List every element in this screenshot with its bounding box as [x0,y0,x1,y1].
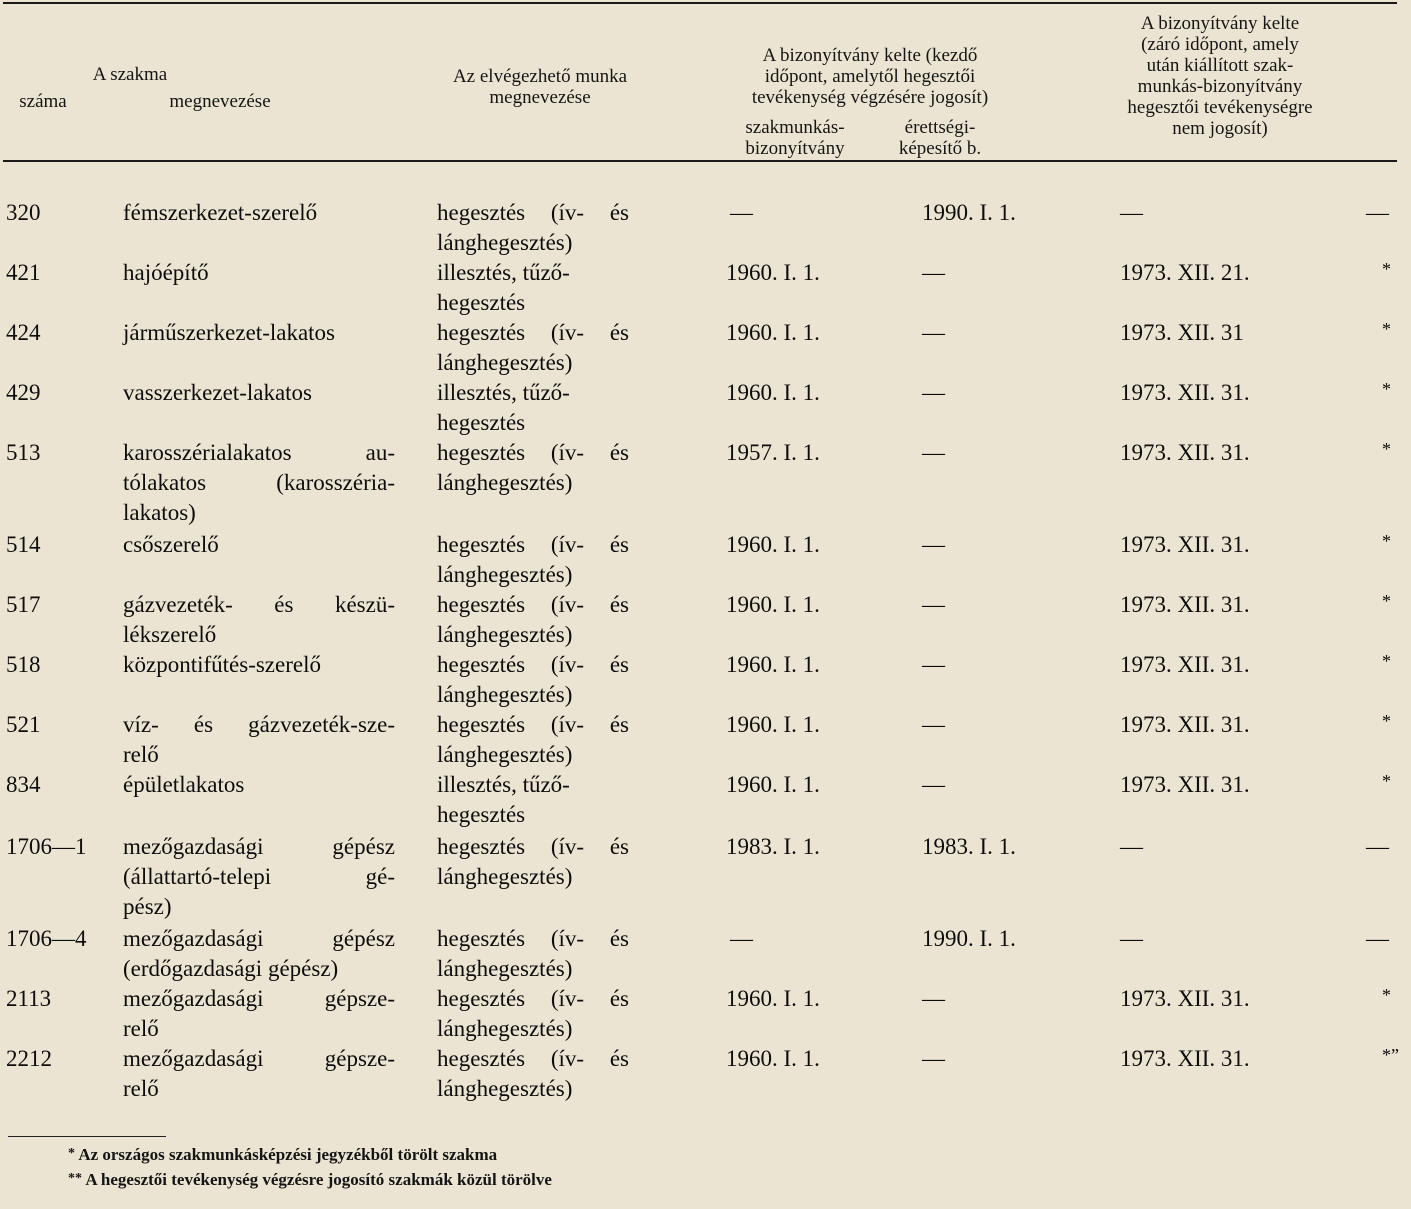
row-mark: * [1382,651,1391,671]
footnote-2-mark: ** [68,1171,82,1186]
row-szakmunkas-date: 1960. I. 1. [726,532,820,557]
row-work-line: lánghegesztés) [437,230,573,255]
footnote-2-text: A hegesztői tevékenység végzésre jogosító szakmák közül törölve [85,1170,552,1189]
row-szakmunkas-date: 1960. I. 1. [726,772,820,797]
row-work-line: lánghegesztés) [437,864,573,889]
row-erettsegi-date: — [922,320,945,345]
row-mark: — [1366,926,1389,951]
row-work-line: lánghegesztés) [437,1016,573,1041]
row-name-line: (állattartó-telepi gé- [123,864,395,889]
row-name-line: fémszerkezet-szerelő [123,200,318,225]
row-name-line: relő [123,1076,159,1101]
header-megnevezese: megnevezése [169,91,271,112]
row-work-line: illesztés, tűző- [437,772,570,797]
row-szakmunkas-date: 1960. I. 1. [726,986,820,1011]
row-name-line: tólakatos (karosszéria- [123,470,395,495]
row-work-line: hegesztés (ív- és [437,200,629,225]
row-work-line: illesztés, tűző- [437,260,570,285]
row-erettsegi-date: 1983. I. 1. [922,834,1016,859]
row-number: 1706—1 [6,834,87,859]
row-name-line: (erdőgazdasági gépész) [123,956,339,981]
row-zaro-date: 1973. XII. 31 [1120,320,1244,345]
row-work-line: hegesztés (ív- és [437,592,629,617]
row-mark: * [1382,319,1391,339]
row-zaro-date: 1973. XII. 31. [1120,532,1250,557]
row-work-line: lánghegesztés) [437,562,573,587]
row-name-line: épületlakatos [123,772,245,797]
row-number: 517 [6,592,41,617]
row-zaro-date: 1973. XII. 31. [1120,772,1250,797]
row-szakmunkas-date: 1960. I. 1. [726,1046,820,1071]
header-erettsegi: érettségi- képesítő b. [898,117,982,159]
row-erettsegi-date: — [922,592,945,617]
row-zaro-date: 1973. XII. 31. [1120,652,1250,677]
row-number: 514 [6,532,41,557]
row-work-line: lánghegesztés) [437,682,573,707]
row-mark: * [1382,771,1391,791]
footnote-1-mark: * [68,1146,75,1161]
row-name-line: karosszérialakatos au- [123,440,395,465]
row-szakmunkas-date: 1960. I. 1. [726,320,820,345]
row-work-line: lánghegesztés) [437,350,573,375]
row-mark: * [1382,439,1391,459]
row-zaro-date: 1973. XII. 31. [1120,712,1250,737]
row-erettsegi-date: 1990. I. 1. [922,200,1016,225]
row-zaro-date: 1973. XII. 31. [1120,986,1250,1011]
row-work-line: hegesztés (ív- és [437,652,629,677]
row-szakmunkas-date: 1983. I. 1. [726,834,820,859]
row-szakmunkas-date: 1960. I. 1. [726,652,820,677]
row-erettsegi-date: — [922,260,945,285]
row-work-line: lánghegesztés) [437,1076,573,1101]
row-erettsegi-date: — [922,652,945,677]
row-work-line: hegesztés (ív- és [437,440,629,465]
row-mark: * [1382,531,1391,551]
row-zaro-date: 1973. XII. 31. [1120,440,1250,465]
row-name-line: mezőgazdasági gépész [123,834,395,859]
row-erettsegi-date: 1990. I. 1. [922,926,1016,951]
header-kelte-zaro: A bizonyítvány kelte (záró időpont, amely után kiállított szak- munkás-bizonyítvány hegesztői tevékenységre nem jogosít) [1127,13,1313,139]
row-erettsegi-date: — [922,532,945,557]
row-zaro-date: 1973. XII. 21. [1120,260,1250,285]
row-zaro-date: — [1120,926,1143,951]
row-zaro-date: 1973. XII. 31. [1120,592,1250,617]
row-szakmunkas-date: 1960. I. 1. [726,260,820,285]
row-name-line: mezőgazdasági gépsze- [123,1046,395,1071]
row-mark: — [1366,834,1389,859]
row-mark: *” [1382,1045,1399,1065]
row-zaro-date: — [1120,834,1143,859]
row-name-line: mezőgazdasági gépsze- [123,986,395,1011]
row-number: 521 [6,712,41,737]
row-erettsegi-date: — [922,986,945,1011]
row-erettsegi-date: — [922,380,945,405]
row-work-line: hegesztés (ív- és [437,1046,629,1071]
row-work-line: hegesztés (ív- és [437,834,629,859]
row-work-line: hegesztés [437,290,526,315]
header-bottom-rule [3,160,1397,162]
row-work-line: hegesztés (ív- és [437,320,629,345]
row-name-line: mezőgazdasági gépész [123,926,395,951]
row-szakmunkas-date: — [730,926,753,951]
row-mark: * [1382,379,1391,399]
row-zaro-date: 1973. XII. 31. [1120,380,1250,405]
header-szakmunkas-bizonyitvany: szakmunkás- bizonyítvány [745,117,845,159]
row-name-line: relő [123,1016,159,1041]
top-rule [3,2,1397,4]
row-mark: * [1382,591,1391,611]
footnote-1 [68,1143,497,1166]
row-zaro-date: 1973. XII. 31. [1120,1046,1250,1071]
row-work-line: hegesztés [437,410,526,435]
row-erettsegi-date: — [922,772,945,797]
row-name-line: pész) [123,894,172,919]
row-number: 320 [6,200,41,225]
row-number: 429 [6,380,41,405]
row-mark: * [1382,259,1391,279]
row-szakmunkas-date: 1960. I. 1. [726,592,820,617]
row-szakmunkas-date: 1960. I. 1. [726,712,820,737]
row-name-line: relő [123,742,159,767]
row-name-line: csőszerelő [123,532,219,557]
row-mark: — [1366,200,1389,225]
row-work-line: lánghegesztés) [437,622,573,647]
row-work-line: hegesztés (ív- és [437,986,629,1011]
row-number: 421 [6,260,41,285]
row-name-line: vasszerkezet-lakatos [123,380,313,405]
row-work-line: illesztés, tűző- [437,380,570,405]
header-szama: száma [19,91,67,112]
header-kelte-kezdo: A bizonyítvány kelte (kezdő időpont, amelytől hegesztői tevékenység végzésére jogosít) [751,45,989,108]
row-number: 2113 [6,986,52,1011]
row-number: 424 [6,320,41,345]
row-number: 518 [6,652,41,677]
row-mark: * [1382,711,1391,731]
row-name-line: járműszerkezet-lakatos [123,320,335,345]
row-number: 2212 [6,1046,52,1071]
row-name-line: lékszerelő [123,622,217,647]
row-number: 1706—4 [6,926,87,951]
row-name-line: központifűtés-szerelő [123,652,321,677]
header-munka: Az elvégezhető munka megnevezése [452,66,628,108]
row-work-line: hegesztés (ív- és [437,712,629,737]
row-work-line: hegesztés [437,802,526,827]
header-szakma-group: A szakma [92,64,168,85]
row-mark: * [1382,985,1391,1005]
row-work-line: lánghegesztés) [437,956,573,981]
row-name-line: hajóépítő [123,260,209,285]
row-work-line: hegesztés (ív- és [437,926,629,951]
row-name-line: lakatos) [123,500,196,525]
footnote-1-text: Az országos szakmunkásképzési jegyzékből törölt szakma [78,1145,498,1164]
row-name-line: gázvezeték- és készü- [123,592,395,617]
row-erettsegi-date: — [922,1046,945,1071]
row-zaro-date: — [1120,200,1143,225]
row-work-line: hegesztés (ív- és [437,532,629,557]
row-work-line: lánghegesztés) [437,470,573,495]
footnote-rule [8,1136,166,1137]
row-name-line: víz- és gázvezeték-sze- [123,712,395,737]
row-work-line: lánghegesztés) [437,742,573,767]
row-szakmunkas-date: 1960. I. 1. [726,380,820,405]
row-number: 513 [6,440,41,465]
row-szakmunkas-date: — [730,200,753,225]
row-number: 834 [6,772,41,797]
row-szakmunkas-date: 1957. I. 1. [726,440,820,465]
footnote-2 [68,1168,552,1191]
row-erettsegi-date: — [922,440,945,465]
row-erettsegi-date: — [922,712,945,737]
